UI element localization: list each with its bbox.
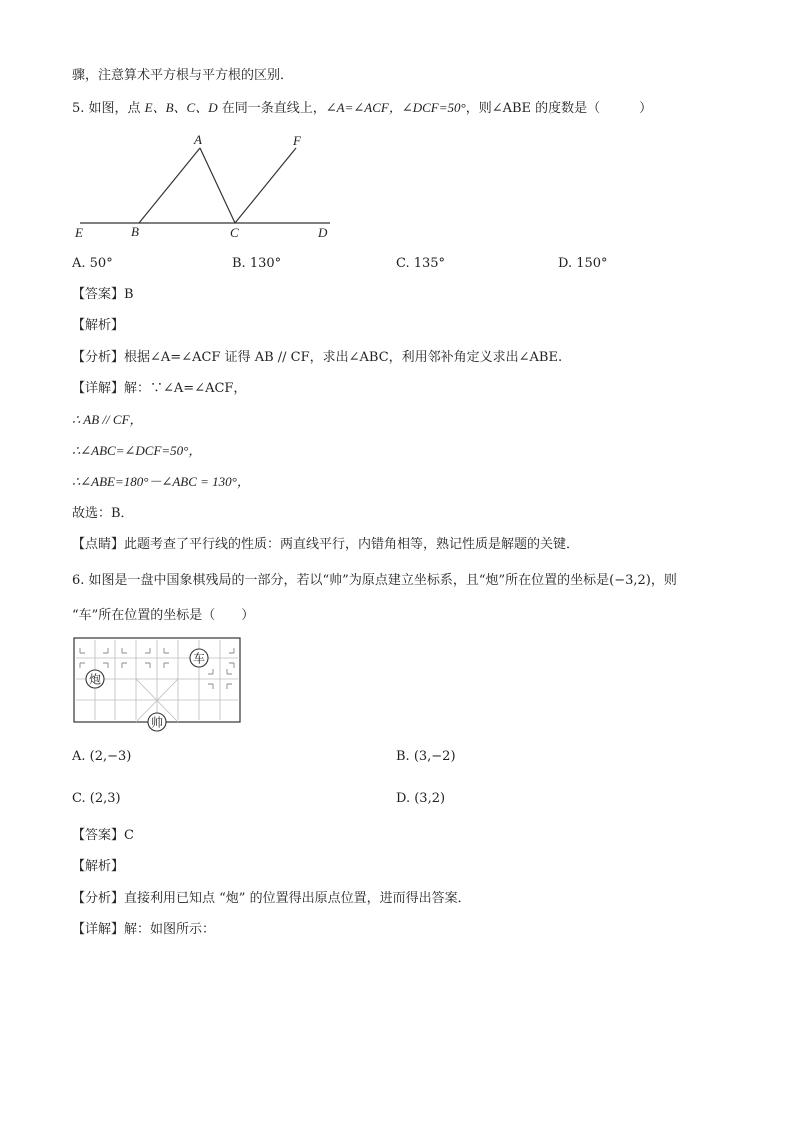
q5-xiangjie (72, 379, 246, 399)
q5-analysis-tag: 【解析】 (72, 318, 125, 333)
q5-option-c: C. 135° (396, 256, 446, 271)
q6-answer (72, 826, 134, 846)
q5-stem-suffix: ，则∠ABE 的度数是（ ） (465, 101, 653, 116)
q5-fenxi (72, 348, 562, 368)
q5-fenxi-text: 根据∠A=∠ACF 证得 AB // CF，求出∠ABC，利用邻补角定义求出∠ABE. (124, 350, 563, 365)
q6-fenxi-text: 直接利用已知点 “炮” 的位置得出原点位置，进而得出答案． (124, 891, 471, 906)
piece-pao-label: 炮 (88, 672, 102, 687)
segment-ac (200, 148, 235, 223)
q5-option-b: B. 130° (232, 256, 282, 271)
label-b: B (131, 224, 139, 239)
label-d: D (318, 225, 328, 240)
piece-pao (86, 670, 104, 688)
q5-step-2: ∴∠ABC=∠DCF=50°， (72, 443, 202, 458)
q5-option-d: D. 150° (558, 256, 608, 271)
label-c: C (230, 225, 239, 240)
q5-stem-points: E、B、C、D (144, 100, 218, 115)
q6-answer-tag: 【答案】 (72, 828, 125, 843)
q6-option-a: A. (2,−3) (72, 749, 132, 764)
q6-stem-line-2: “车”所在位置的坐标是（ ） (72, 608, 255, 623)
q5-xiangjie-text: 解：∵∠A=∠ACF， (124, 381, 247, 396)
segment-cf (235, 148, 296, 223)
q5-answer-tag: 【答案】 (72, 287, 125, 302)
q6-answer-value: C (124, 828, 134, 843)
q6-fenxi-tag: 【分析】 (72, 891, 125, 906)
label-a: A (194, 132, 202, 147)
q5-stem (72, 98, 652, 119)
intro-line: 骤，注意算术平方根与平方根的区别． (72, 68, 294, 83)
label-e: E (75, 225, 83, 240)
piece-che (190, 649, 208, 667)
segment-ba (139, 148, 200, 223)
piece-che-label: 车 (192, 651, 206, 666)
q6-chess-board (72, 636, 244, 732)
q6-analysis-tag: 【解析】 (72, 859, 125, 874)
piece-shuai-label: 帅 (150, 715, 164, 730)
q5-xiangjie-tag: 【详解】 (72, 381, 125, 396)
q6-xiangjie-text: 解：如图所示： (124, 922, 216, 937)
q5-stem-prefix: 5. 如图，点 (72, 101, 145, 116)
q5-stem-mid: 在同一条直线上， (217, 101, 326, 116)
q5-choose: 故选：B． (72, 506, 134, 521)
q5-fenxi-tag: 【分析】 (72, 350, 125, 365)
q6-xiangjie (72, 920, 215, 940)
q5-stem-condition: ∠A=∠ACF，∠DCF=50° (325, 100, 466, 115)
q5-answer (72, 285, 134, 305)
q6-option-c: C. (2,3) (72, 791, 121, 806)
q5-step-1: ∴ AB // CF， (72, 412, 143, 427)
q5-dianjing-text: 此题考查了平行线的性质：两直线平行，内错角相等，熟记性质是解题的关键． (124, 537, 580, 552)
q6-stem-line-1: 6. 如图是一盘中国象棋残局的一部分，若以“帅”为原点建立坐标系，且“炮”所在位置的坐标是(−3,2)，则 (72, 573, 677, 588)
q5-step-3: ∴∠ABE=180°－∠ABC = 130°， (72, 474, 250, 489)
q6-option-b: B. (3,−2) (396, 749, 456, 764)
q5-dianjing-tag: 【点睛】 (72, 537, 125, 552)
q5-answer-value: B (124, 287, 134, 302)
q6-xiangjie-tag: 【详解】 (72, 922, 125, 937)
q6-option-d: D. (3,2) (396, 791, 446, 806)
q5-dianjing (72, 535, 579, 555)
piece-shuai (148, 713, 166, 731)
label-f: F (293, 133, 301, 148)
q5-figure (72, 130, 342, 242)
q6-fenxi (72, 889, 471, 909)
q5-option-a: A. 50° (72, 256, 113, 271)
